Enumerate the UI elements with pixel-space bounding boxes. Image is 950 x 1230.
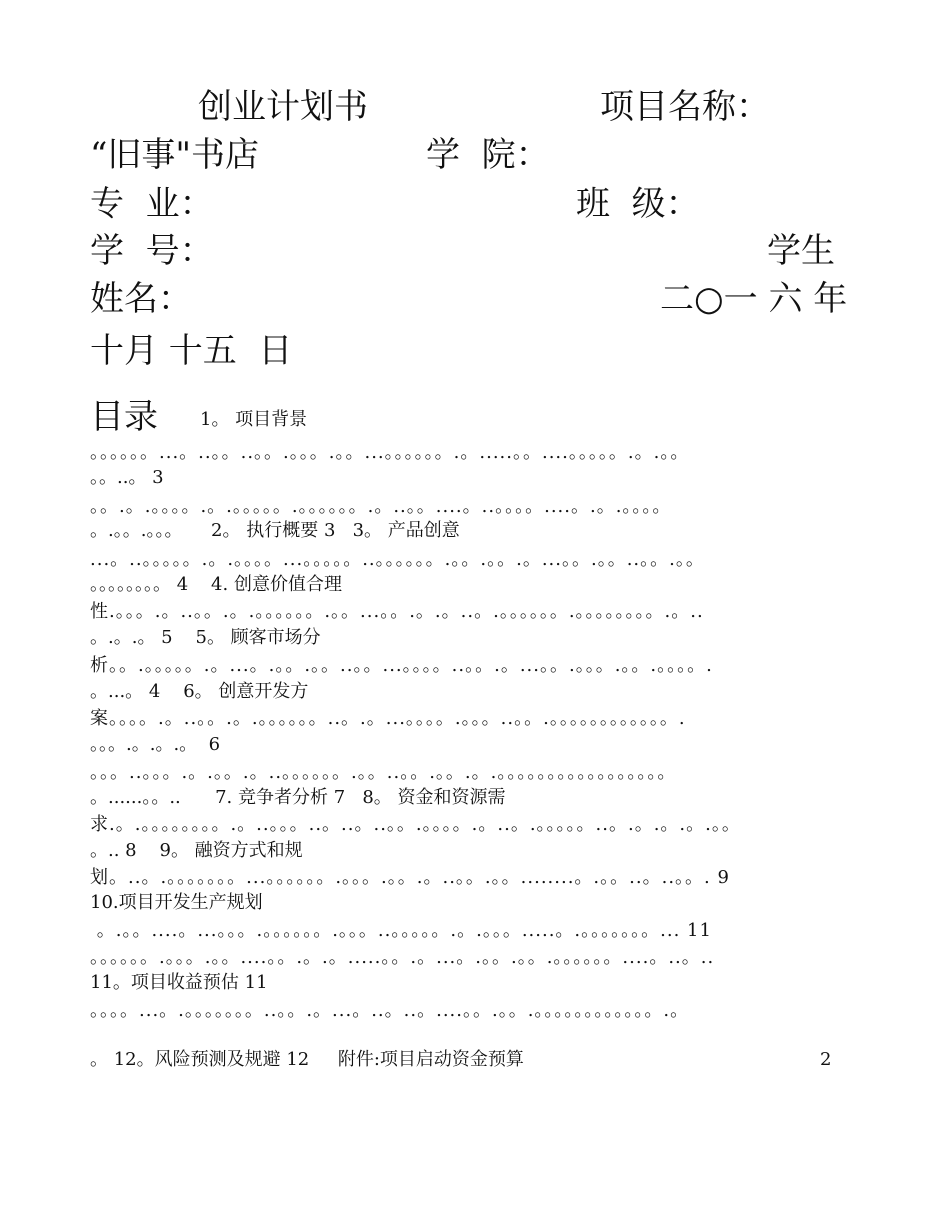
toc-line-5: 。.。.。 5 5。 顾客市场分 [90, 627, 321, 648]
toc-leader-2: 。。.。.。。。。.。.。。。。。.。。。。。。.。..。。....。..。。。。....。.。.。。。。 [90, 496, 672, 517]
toc-line-14: 划。..。.。。。。。。。...。。。。。。.。。。.。。.。..。。.。。........。.。。..。..。。. 9 [90, 867, 730, 888]
student-id-label: 学 号： [90, 231, 214, 271]
toc-line-11: 。......。。.. 7. 竞争者分析 7 8。 资金和资源需 [90, 787, 506, 808]
date-year: 二○一 六 年 [660, 279, 848, 319]
date-month-day: 十月 十五 日 [90, 331, 293, 371]
toc-line-15: 10.项目开发生产规划 [90, 892, 263, 913]
toc-heading: 目录 [90, 397, 158, 437]
college-label: 学 院： [426, 135, 550, 175]
toc-leader-3: ...。..。。。。。.。.。。。。...。。。。。..。。。。。。.。。.。。.。...。。.。。..。。.。。 [90, 549, 705, 570]
toc-line-19: 。。。。...。.。。。。。。。..。。.。...。..。..。....。。.。。.。。。。。。。。。。。。.。 [90, 1000, 690, 1021]
toc-leader-1b: 。。..。 3 [90, 467, 164, 488]
toc-leader-1: 。。。。。。...。..。。..。。.。。。.。。...。。。。。。.。.....。。....。。。。。.。.。。 [90, 442, 690, 463]
student-label-start: 学生 [767, 231, 835, 271]
toc-line-13: 。.. 8 9。 融资方式和规 [90, 840, 303, 861]
toc-line-16: 。.。。....。...。。。.。。。。。。.。。。..。。。。。.。.。。。.....。.。。。。。。。... 11 [90, 920, 712, 941]
toc-line-8: 案。。。。.。..。。.。.。。。。。。..。.。...。。。。.。。。..。。.。。。。。。。。。。。。. [90, 708, 686, 729]
toc-line-2: 。.。。.。。。 2。 执行概要 3 3。 产品创意 [90, 520, 460, 541]
major-label: 专 业： [90, 184, 214, 224]
toc-line-6: 析。。.。。。。。.。...。.。。.。。..。。...。。。。..。。.。...。。.。。。.。。.。。。。. [90, 655, 713, 676]
toc-line-17: 。。。。。。.。。。.。。....。。.。.。.....。。.。...。.。。.。。.。。。。。。....。..。.. [90, 947, 715, 968]
project-name-label: 项目名称： [600, 87, 770, 127]
toc-item-1: 1。 项目背景 [200, 409, 308, 430]
toc-line-3: 。。。。。。。。 4 4. 创意价值合理 [90, 574, 342, 595]
toc-line-4: 性.。。。.。..。。.。.。。。。。。.。。...。。.。.。..。.。。。。。。.。。。。。。。。.。.. [90, 601, 704, 622]
toc-line-18: 11。项目收益预估 11 [90, 972, 268, 993]
project-name-value: “旧事"书店 [90, 135, 260, 175]
student-name-label: 姓名： [90, 279, 192, 319]
class-label: 班 级： [576, 184, 700, 224]
toc-line-10: 。。。..。。。.。.。。.。..。。。。。。.。。..。。.。。.。.。。。。。。。。。。。。。。。。。 [90, 762, 677, 783]
toc-line-20: 。 12。风险预测及规避 12 附件:项目启动资金预算 [90, 1049, 524, 1070]
toc-line-9: 。。。.。.。.。 6 [90, 734, 221, 755]
toc-line-12: 求.。.。。。。。。。。.。..。。。..。..。..。。.。。。。.。..。.。。。。。..。.。.。.。.。。 [90, 814, 741, 835]
toc-line-7: 。...。 4 6。 创意开发方 [90, 681, 309, 702]
document-title: 创业计划书 [198, 87, 368, 127]
page-number: 2 [820, 1049, 832, 1070]
